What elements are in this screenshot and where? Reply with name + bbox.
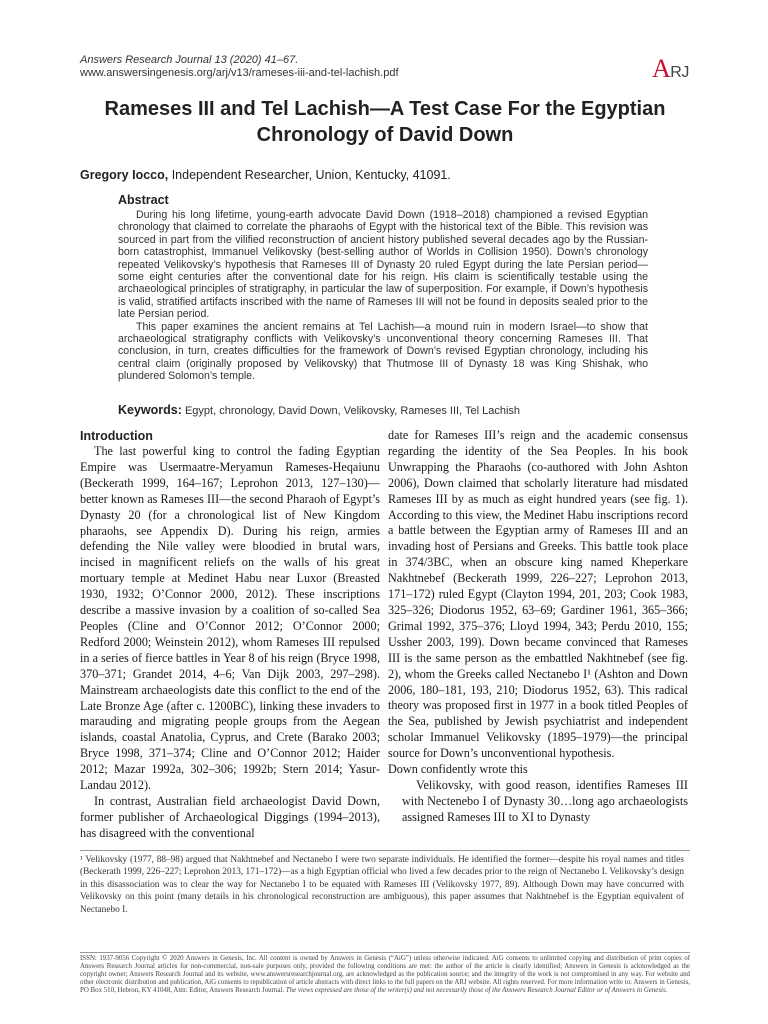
keywords-text: Egypt, chronology, David Down, Velikovsky, Rameses III, Tel Lachish — [181, 405, 521, 417]
logo-a: A — [652, 54, 671, 83]
right-column — [388, 428, 688, 826]
keywords — [118, 403, 658, 417]
footnote: ¹ Velikovsky (1977, 88–98) argued that Nakhtnebef and Nectanebo I were two separate individuals. He identified the former—despite his royal names and titles (Beckerath 1999, 226–227; Leprohon 2013, 171–172)—as a high Egyptian official who lived a few decades prior to the reign of Nectanebo I. Velikovsky’s design in this disassociation was to clear the way for Nectanebo I to be equated with Rameses III (Velikovsky 1977, 89). Although Down may have concurred with Velikovsky on this point (many details in his chronological reconstruction are ambiguous), this paper assumes that Nakhtnebef is the Egyptian equivalent of Nectanebo I. — [80, 855, 684, 915]
footnote-divider — [80, 850, 690, 851]
journal-header — [80, 54, 399, 80]
keywords-label: Keywords: — [118, 403, 182, 417]
license-body: ISSN: 1937-9056 Copyright © 2020 Answers in Genesis, Inc. All content is owned by Answers in Genesis (“AiG”) unless otherwise indicated. AiG consents to unlimited copying and distribution of print copies of Answers Research Journal articles for non-commercial, non-sale purposes only, provided the following conditions are met: the author of the article is clearly identified; Answers in Genesis is acknowledged as the copyright owner; Answers Research Journal and its website, www.answersresearchjournal.org, are acknowledged as the publication source; and the integrity of the work is not compromised in any way. For website and other electronic distribution and publication, AiG consents to republication of article abstracts with direct links to the full papers on the ARJ website. All rights reserved. For more information write to: Answers in Genesis, PO Box 510, Hebron, KY 41048, Attn: Editor, Answers Research Journal. — [80, 955, 690, 994]
article-url[interactable]: www.answersingenesis.org/arj/v13/rameses-iii-and-tel-lachish.pdf — [80, 67, 399, 79]
body-paragraph: Down confidently wrote this — [388, 762, 528, 777]
author-line — [80, 168, 451, 182]
journal-citation: Answers Research Journal 13 (2020) 41–67. — [80, 54, 299, 66]
author-name: Gregory Iocco, — [80, 168, 169, 182]
block-quote: Velikovsky, with good reason, identifies Rameses III with Nectenebo I of Dynasty 30…long ago archaeologists assigned Rameses III to XI to Dynasty — [402, 777, 688, 824]
article-title: Rameses III and Tel Lachish—A Test Case For the Egyptian Chronology of David Down — [104, 98, 666, 146]
abstract — [118, 193, 648, 383]
abstract-paragraph-1: During his long lifetime, young-earth advocate David Down (1918–2018) championed a revised Egyptian chronology that claimed to correlate the pharaohs of Egypt with the historical text of the Bible. This revision was sourced in part from the vilified reconstruction of ancient history published several decades ago by the Russian-born catastrophist, Immanuel Velikovsky (best-selling author of Worlds in Collision 1950). Down’s chronology repeated Velikovsky’s hypothesis that Rameses III of Dynasty 20 ruled Egypt during the late Persian period—some eight centuries after the conventional date for his reign. His claim is scientifically testable using the archaeological principles of stratigraphy, in particular the law of superposition. For example, if Down’s hypothesis is valid, stratified artifacts inscribed with the name of Rameses III will not be found in deposits sealed prior to the late Persian period. — [118, 209, 648, 321]
body-paragraph: In contrast, Australian field archaeologist David Down, former publisher of Archaeological Diggings (1994–2013), has disagreed with the conventional — [80, 793, 380, 840]
abstract-paragraph-2: This paper examines the ancient remains at Tel Lachish—a mound ruin in modern Israel—to show that archaeological stratigraphy conflicts with Velikovsky’s unconventional theory concerning Rameses III. That conclusion, in turn, creates difficulties for the framework of Down’s revised Egyptian chronology, including his central claim (originally proposed by Velikovsky) that Thutmose III of Dynasty 18 was King Shishak, who plundered Solomon’s temple. — [118, 320, 648, 383]
left-column — [80, 428, 380, 842]
license-divider — [80, 952, 690, 953]
license-text — [80, 955, 690, 995]
introduction-heading: Introduction — [80, 429, 153, 443]
logo-rj: RJ — [670, 64, 689, 81]
body-paragraph: date for Rameses III’s reign and the academic consensus regarding the identity of the Sea Peoples. In his book Unwrapping the Pharaohs (co-authored with John Ashton 2006), Down claimed that scholarly literature had misdated Rameses III by as much as eight hundred years (see fig. 1). According to this view, the Medinet Habu inscriptions record a battle between the Egyptian army of Rameses III and an invading host of Persians and Greeks. This battle took place in 374/3BC, when an obscure king named Kheperkare Nakhtnebef (Beckerath 1999, 226–227; Leprohon 2013, 171–172) ruled Egypt (Clayton 1994, 201, 203; Cook 1983, 325–326; Diodorus 1952, 63–69; Gardiner 1961, 365–366; Grimal 1992, 375–376; Lloyd 1994, 343; Perdu 2010, 155; Ussher 2003, 199). Down became convinced that Rameses III is the same person as the embattled Nakhtnebef (see fig. 2), whom the Greeks called Nectanebo I¹ (Ashton and Down 2006, 180–181, 193, 210; Diodorus 1952, 63). This radical theory was proposed first in 1977 in a book titled Peoples of the Sea, published by Jewish psychiatrist and independent scholar Immanuel Velikovsky (1895–1979)—the principal source for Down’s unconventional hypothesis. — [388, 428, 688, 761]
author-affiliation: Independent Researcher, Union, Kentucky, 41091. — [168, 168, 451, 182]
body-paragraph: The last powerful king to control the fading Egyptian Empire was Usermaatre-Meryamun Rameses-Heqaiunu (Beckerath 1999, 164–167; Leprohon 2013, 127–130)—better known as Rameses III—the second Pharaoh of Egypt’s Dynasty 20 (for a chronological list of New Kingdom pharaohs, see Appendix D). During his reign, armies defending the Nile valley were bloodied in brutal wars, incised in magnificent reliefs on the walls of his great mortuary temple at Medinet Habu near Luxor (Breasted 1930, 1932; O’Connor 2000, 2012). These inscriptions describe a massive invasion by a coalition of so-called Sea Peoples (Cline and O’Connor 2012; O’Connor 2000; Redford 2000; Weinstein 2012), whom Rameses III repulsed in a series of fierce battles in Year 8 of his reign (Bryce 1998, 370–371; Grandet 2014, 4–6; Van Dijk 2003, 297–298). Mainstream archaeologists date this conflict to the end of the Late Bronze Age (after c. 1200BC), linking these invaders to marauding and migrating people groups from the Aegean islands, coastal Anatolia, Cyprus, and Crete (Barako 2003; Bryce 1998, 371–374; Cline and O’Connor 2012; Haider 2012; Mazar 1992a, 302–306; 1992b; Stern 2014; Yasur-Landau 2012). — [80, 444, 380, 793]
arj-logo — [652, 54, 689, 84]
license-disclaimer: The views expressed are those of the writer(s) and not necessarily those of the Answers Research Journal Editor or of Answers in Genesis. — [285, 986, 668, 994]
abstract-heading: Abstract — [118, 193, 169, 207]
